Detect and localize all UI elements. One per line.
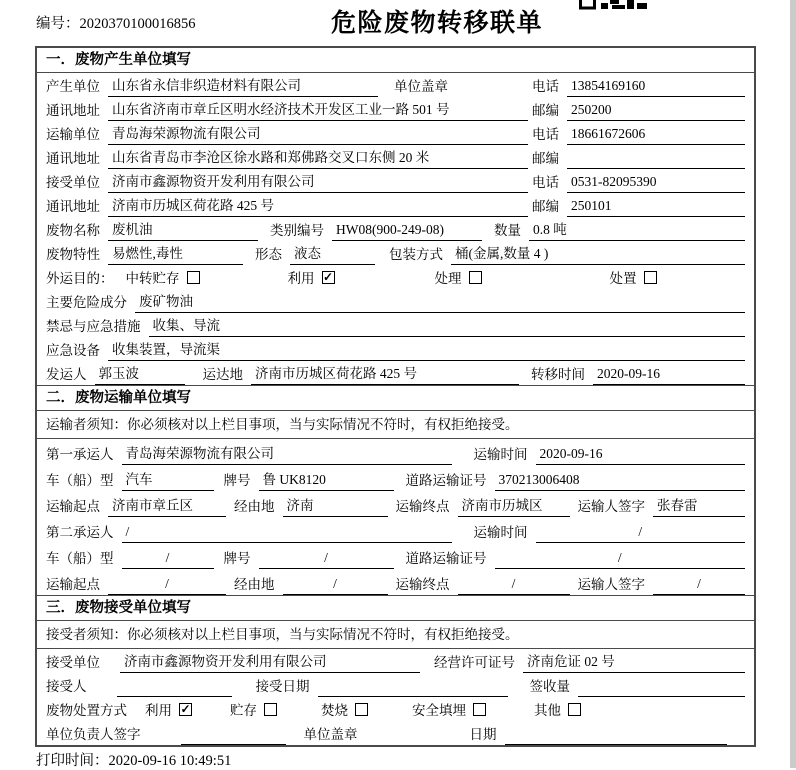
transport-time-label: 运输时间 [473,447,528,462]
vehicle-type-value: 汽车 [122,468,214,491]
endpoint-label: 运输终点 [395,577,450,592]
serial-value: 2020370100016856 [79,16,196,32]
outbound-purpose-row [37,265,754,289]
carrier-sign-label: 运输人签字 [577,577,645,592]
phone-value: 13854169160 [567,78,745,97]
vehicle-type-value: / [122,550,214,569]
accept-unit-row [37,649,754,673]
phone-value: 0531-82095390 [567,174,745,193]
treat-checkbox [469,271,482,284]
hazard-component-value: 废矿物油 [135,290,745,313]
zip-label: 邮编 [532,103,559,118]
zip-value [567,151,745,169]
address-label: 通讯地址 [46,199,100,214]
landfill-checkbox [473,703,486,716]
destination-label: 运达地 [202,367,243,382]
option-label: 利用 [145,703,172,718]
second-carrier-row [37,517,754,543]
taboo-measures-label: 禁忌与应急措施 [46,319,141,334]
disposal-method-label: 废物处置方式 [46,703,127,718]
road-permit-value: 370213006408 [495,472,746,491]
business-license-value: 济南危证 02 号 [523,650,745,673]
taboo-measures-value: 收集、导流 [149,314,746,337]
print-time-label: 打印时间： [36,753,109,769]
vehicle-row-2 [37,543,754,569]
waste-name-value: 废机油 [108,218,258,241]
origin-label: 运输起点 [46,499,100,514]
receiver-row [37,169,754,193]
endpoint-label: 运输终点 [395,499,450,514]
serial-number [36,12,196,33]
print-time [36,749,231,770]
transfer-storage-checkbox [187,271,200,284]
chief-signature-label: 单位负责人签字 [46,727,141,742]
purpose-label: 外运目的： [46,271,114,286]
address-value: 济南市历城区荷花路 425 号 [108,194,528,217]
vehicle-type-label: 车（船）型 [46,473,114,488]
carrier-sign-value: 张春雷 [653,494,745,517]
road-permit-label: 道路运输证号 [405,551,487,566]
incinerate-checkbox [355,703,368,716]
via-label: 经由地 [234,499,275,514]
acceptor-row [37,673,754,697]
transport-time-label: 运输时间 [473,525,528,540]
transporter-notice: 运输者须知：你必须核对以上栏目事项，当与实际情况不符时，有权拒绝接受。 [37,411,754,439]
address-value: 山东省青岛市李沧区徐水路和郑佛路交叉口东侧 20 米 [108,146,528,169]
second-carrier-label: 第二承运人 [46,525,114,540]
category-code-value: HW08(900-249-08) [332,222,482,241]
shipper-value: 郭玉波 [95,362,185,385]
utilize-checkbox: ✓ [180,701,191,716]
category-code-label: 类别编号 [270,223,324,238]
page-title: 危险废物转移联单 [331,10,544,37]
option-label: 利用 [287,271,315,286]
origin-value: 济南市章丘区 [108,494,226,517]
plate-value: 鲁 UK8120 [259,468,394,491]
zip-label: 邮编 [532,199,559,214]
plate-label: 牌号 [223,551,251,566]
plate-label: 牌号 [223,473,251,488]
route-row-1 [37,491,754,517]
date-label: 日期 [469,727,497,742]
quantity-value: 0.8 吨 [529,218,745,241]
date-value [505,727,728,745]
option-label: 安全填埋 [412,703,466,718]
hazard-component-label: 主要危险成分 [46,295,127,310]
accept-unit-label: 接受单位 [46,655,100,670]
address-value: 山东省济南市章丘区明水经济技术开发区工业一路 501 号 [108,98,528,121]
option-label: 其他 [534,703,561,718]
emergency-equipment-row [37,337,754,361]
zip-value: 250200 [567,102,745,121]
transfer-time-value: 2020-09-16 [593,366,745,385]
phone-label: 电话 [532,175,559,190]
hazard-component-row [37,289,754,313]
waste-trait-row [37,241,754,265]
packaging-label: 包装方式 [389,247,443,262]
emergency-equipment-value: 收集装置，导流渠 [108,338,745,361]
chief-signature-value [181,727,286,745]
receiver-address-row [37,193,754,217]
phone-value: 18661672606 [567,126,745,145]
option-label: 处理 [434,271,462,286]
transporter-label: 运输单位 [46,127,100,142]
chief-signature-row [37,721,754,745]
business-license-label: 经营许可证号 [434,655,515,670]
store-checkbox [264,703,277,716]
first-carrier-row [37,439,754,465]
via-value: / [283,576,388,595]
serial-label: 编号： [36,16,80,32]
transfer-time-label: 转移时间 [531,367,585,382]
zip-label: 邮编 [532,151,559,166]
purpose-option-utilize [288,267,335,287]
section3-header: 三．废物接受单位填写 [37,595,754,621]
transport-time-value: / [536,524,746,543]
address-label: 通讯地址 [46,103,100,118]
waste-trait-label: 废物特性 [46,247,100,262]
transporter-address-row [37,145,754,169]
vehicle-type-label: 车（船）型 [46,551,114,566]
section2-header: 二．废物运输单位填写 [37,385,754,411]
origin-label: 运输起点 [46,577,100,592]
other-checkbox [568,703,581,716]
option-label: 中转贮存 [125,271,180,286]
packaging-value: 桶(金属,数量 4 ) [451,242,745,265]
transporter-value: 青岛海荣源物流有限公司 [108,122,528,145]
disposal-option-store [230,699,277,719]
carrier-sign-label: 运输人签字 [577,499,645,514]
road-permit-label: 道路运输证号 [405,473,487,488]
waste-name-label: 废物名称 [46,223,100,238]
via-label: 经由地 [234,577,275,592]
disposal-method-row [37,697,754,721]
phone-label: 电话 [532,79,559,94]
address-label: 通讯地址 [46,151,100,166]
received-quantity-label: 签收量 [529,679,570,694]
endpoint-value: / [458,576,570,595]
accept-date-value [318,679,508,697]
dispose-checkbox [644,271,657,284]
section1-header: 一．废物产生单位填写 [37,48,754,73]
taboo-measures-row [37,313,754,337]
producer-label: 产生单位 [46,79,100,94]
utilize-checkbox: ✓ [322,269,334,284]
disposal-option-incinerate [321,699,368,719]
unit-seal-label: 单位盖章 [303,727,358,742]
right-edge-strip [790,0,796,768]
option-label: 贮存 [230,703,257,718]
transport-time-value: 2020-09-16 [536,446,746,465]
purpose-option-transfer-storage [126,267,200,287]
vehicle-row-1 [37,465,754,491]
via-value: 济南 [283,494,388,517]
shipper-row [37,361,754,385]
disposal-option-landfill [412,699,486,719]
accept-unit-value: 济南市鑫源物资开发利用有限公司 [120,650,420,673]
quantity-label: 数量 [494,223,521,238]
shipper-label: 发运人 [46,367,87,382]
endpoint-value: 济南市历城区 [458,494,570,517]
producer-address-row [37,97,754,121]
plate-value: / [259,550,394,569]
form-label: 形态 [255,247,282,262]
unit-seal-label: 单位盖章 [394,79,448,94]
producer-value: 山东省永信非织造材料有限公司 [108,74,378,97]
producer-row [37,73,754,97]
destination-value: 济南市历城区荷花路 425 号 [251,362,519,385]
accept-date-label: 接受日期 [255,679,310,694]
print-time-value: 2020-09-16 10:49:51 [108,753,232,769]
first-carrier-value: 青岛海荣源物流有限公司 [122,442,452,465]
receiver-value: 济南市鑫源物资开发利用有限公司 [108,170,528,193]
carrier-sign-value: / [653,576,745,595]
second-carrier-value: / [122,524,452,543]
origin-value: / [108,576,226,595]
acceptor-value [117,679,232,697]
purpose-option-dispose [610,267,657,287]
received-quantity-value [578,679,745,697]
zip-value: 250101 [567,198,745,217]
road-permit-value: / [495,550,746,569]
receiver-label: 接受单位 [46,175,100,190]
transporter-row [37,121,754,145]
first-carrier-label: 第一承运人 [46,447,114,462]
waste-name-row [37,217,754,241]
route-row-2 [37,569,754,595]
option-label: 处置 [609,271,637,286]
option-label: 焚烧 [321,703,348,718]
waste-trait-value: 易燃性,毒性 [108,242,243,265]
disposal-option-utilize [145,699,192,719]
phone-label: 电话 [532,127,559,142]
manifest-form [35,46,756,747]
form-value: 液态 [290,242,375,265]
acceptor-label: 接受人 [46,679,87,694]
qr-code-partial-icon [579,0,649,10]
disposal-option-other [534,699,581,719]
receiver-notice: 接受者须知：你必须核对以上栏目事项，当与实际情况不符时，有权拒绝接受。 [37,621,754,649]
emergency-equipment-label: 应急设备 [46,343,100,358]
purpose-option-treat [435,267,482,287]
